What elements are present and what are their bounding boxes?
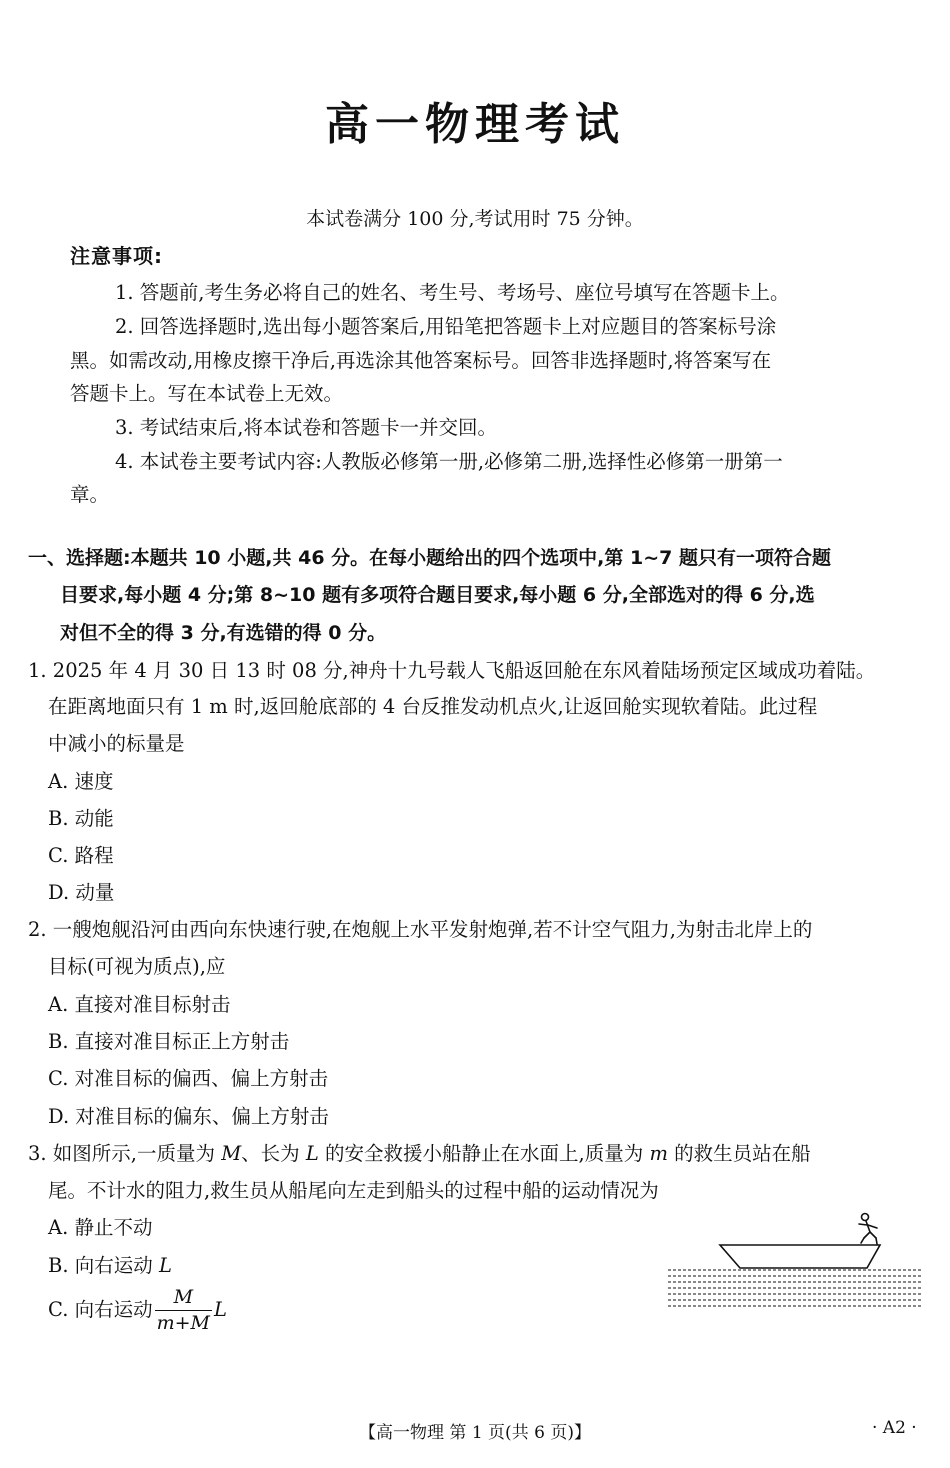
notice-line-2: 2. 回答选择题时,选出每小题答案后,用铅笔把答题卡上对应题目的答案标号涂 — [115, 315, 777, 338]
q3-text-b: 、长为 — [241, 1142, 306, 1165]
q3-option-c-var: L — [214, 1298, 227, 1321]
fraction-numerator: M — [173, 1286, 194, 1308]
lifeguard-figure — [859, 1214, 877, 1245]
notice-line-3: 黑。如需改动,用橡皮擦干净后,再选涂其他答案标号。回答非选择题时,将答案写在 — [70, 349, 772, 372]
q1-option-c: C. 路程 — [48, 844, 114, 867]
notice-line-6: 4. 本试卷主要考试内容:人教版必修第一册,必修第二册,选择性必修第一册第一 — [115, 450, 783, 473]
boat-hull — [720, 1245, 880, 1268]
q3-option-c-text: C. 向右运动 — [48, 1298, 153, 1321]
boat-figure — [665, 1212, 925, 1312]
q3-var-M: M — [221, 1142, 242, 1165]
page-title: 高一物理考试 — [325, 99, 625, 150]
q3-option-b-text: B. 向右运动 — [48, 1254, 153, 1277]
page-footer: 【高一物理 第 1 页(共 6 页)】 — [359, 1423, 591, 1443]
q3-option-c-fraction — [155, 1288, 212, 1333]
q2-option-b: B. 直接对准目标正上方射击 — [48, 1030, 290, 1053]
fraction-denominator: m+M — [156, 1312, 211, 1334]
notice-heading: 注意事项: — [70, 244, 163, 268]
q3-var-m: m — [649, 1142, 668, 1165]
q1-line-1: 1. 2025 年 4 月 30 日 13 时 08 分,神舟十九号载人飞船返回舱在东风着陆场预定区域成功着陆。 — [28, 659, 876, 682]
section-heading-line-2: 目要求,每小题 4 分;第 8~10 题有多项符合题目要求,每小题 6 分,全部选对的得 6 分,选 — [60, 584, 815, 606]
q3-var-L: L — [305, 1142, 319, 1165]
q3-option-c — [48, 1288, 227, 1333]
q1-line-2: 在距离地面只有 1 m 时,返回舱底部的 4 台反推发动机点火,让返回舱实现软着陆。此过程 — [48, 695, 818, 718]
q3-line-2: 尾。不计水的阻力,救生员从船尾向左走到船头的过程中船的运动情况为 — [48, 1179, 659, 1202]
q3-option-b — [48, 1250, 172, 1278]
notice-line-7: 章。 — [70, 483, 110, 506]
q3-line-1 — [28, 1138, 811, 1166]
q3-option-b-var: L — [158, 1254, 172, 1277]
notice-line-1: 1. 答题前,考生务必将自己的姓名、考生号、考场号、座位号填写在答题卡上。 — [115, 281, 790, 304]
water-lines — [668, 1270, 923, 1306]
exam-info: 本试卷满分 100 分,考试用时 75 分钟。 — [306, 208, 644, 230]
notice-line-5: 3. 考试结束后,将本试卷和答题卡一并交回。 — [115, 416, 498, 439]
q2-line-1: 2. 一艘炮舰沿河由西向东快速行驶,在炮舰上水平发射炮弹,若不计空气阻力,为射击北岸上的 — [28, 918, 813, 941]
q3-text-a: 3. 如图所示,一质量为 — [28, 1142, 222, 1165]
q1-option-a: A. 速度 — [48, 770, 114, 793]
q3-text-d: 的救生员站在船 — [667, 1142, 811, 1165]
notice-line-4: 答题卡上。写在本试卷上无效。 — [70, 382, 344, 405]
section-heading-line-3: 对但不全的得 3 分,有选错的得 0 分。 — [60, 622, 387, 644]
q1-line-3: 中减小的标量是 — [48, 732, 185, 755]
paper-code: · A2 · — [872, 1418, 917, 1438]
q3-text-c: 的安全救援小船静止在水面上,质量为 — [318, 1142, 650, 1165]
q1-option-d: D. 动量 — [48, 881, 115, 904]
q2-option-d: D. 对准目标的偏东、偏上方射击 — [48, 1105, 329, 1128]
q1-option-b: B. 动能 — [48, 807, 114, 830]
q2-option-c: C. 对准目标的偏西、偏上方射击 — [48, 1067, 329, 1090]
q2-line-2: 目标(可视为质点),应 — [48, 955, 226, 978]
section-heading-line-1: 一、选择题:本题共 10 小题,共 46 分。在每小题给出的四个选项中,第 1~7 题只有一项符合题 — [28, 547, 831, 569]
q3-option-a: A. 静止不动 — [48, 1216, 153, 1239]
q2-option-a: A. 直接对准目标射击 — [48, 993, 231, 1016]
